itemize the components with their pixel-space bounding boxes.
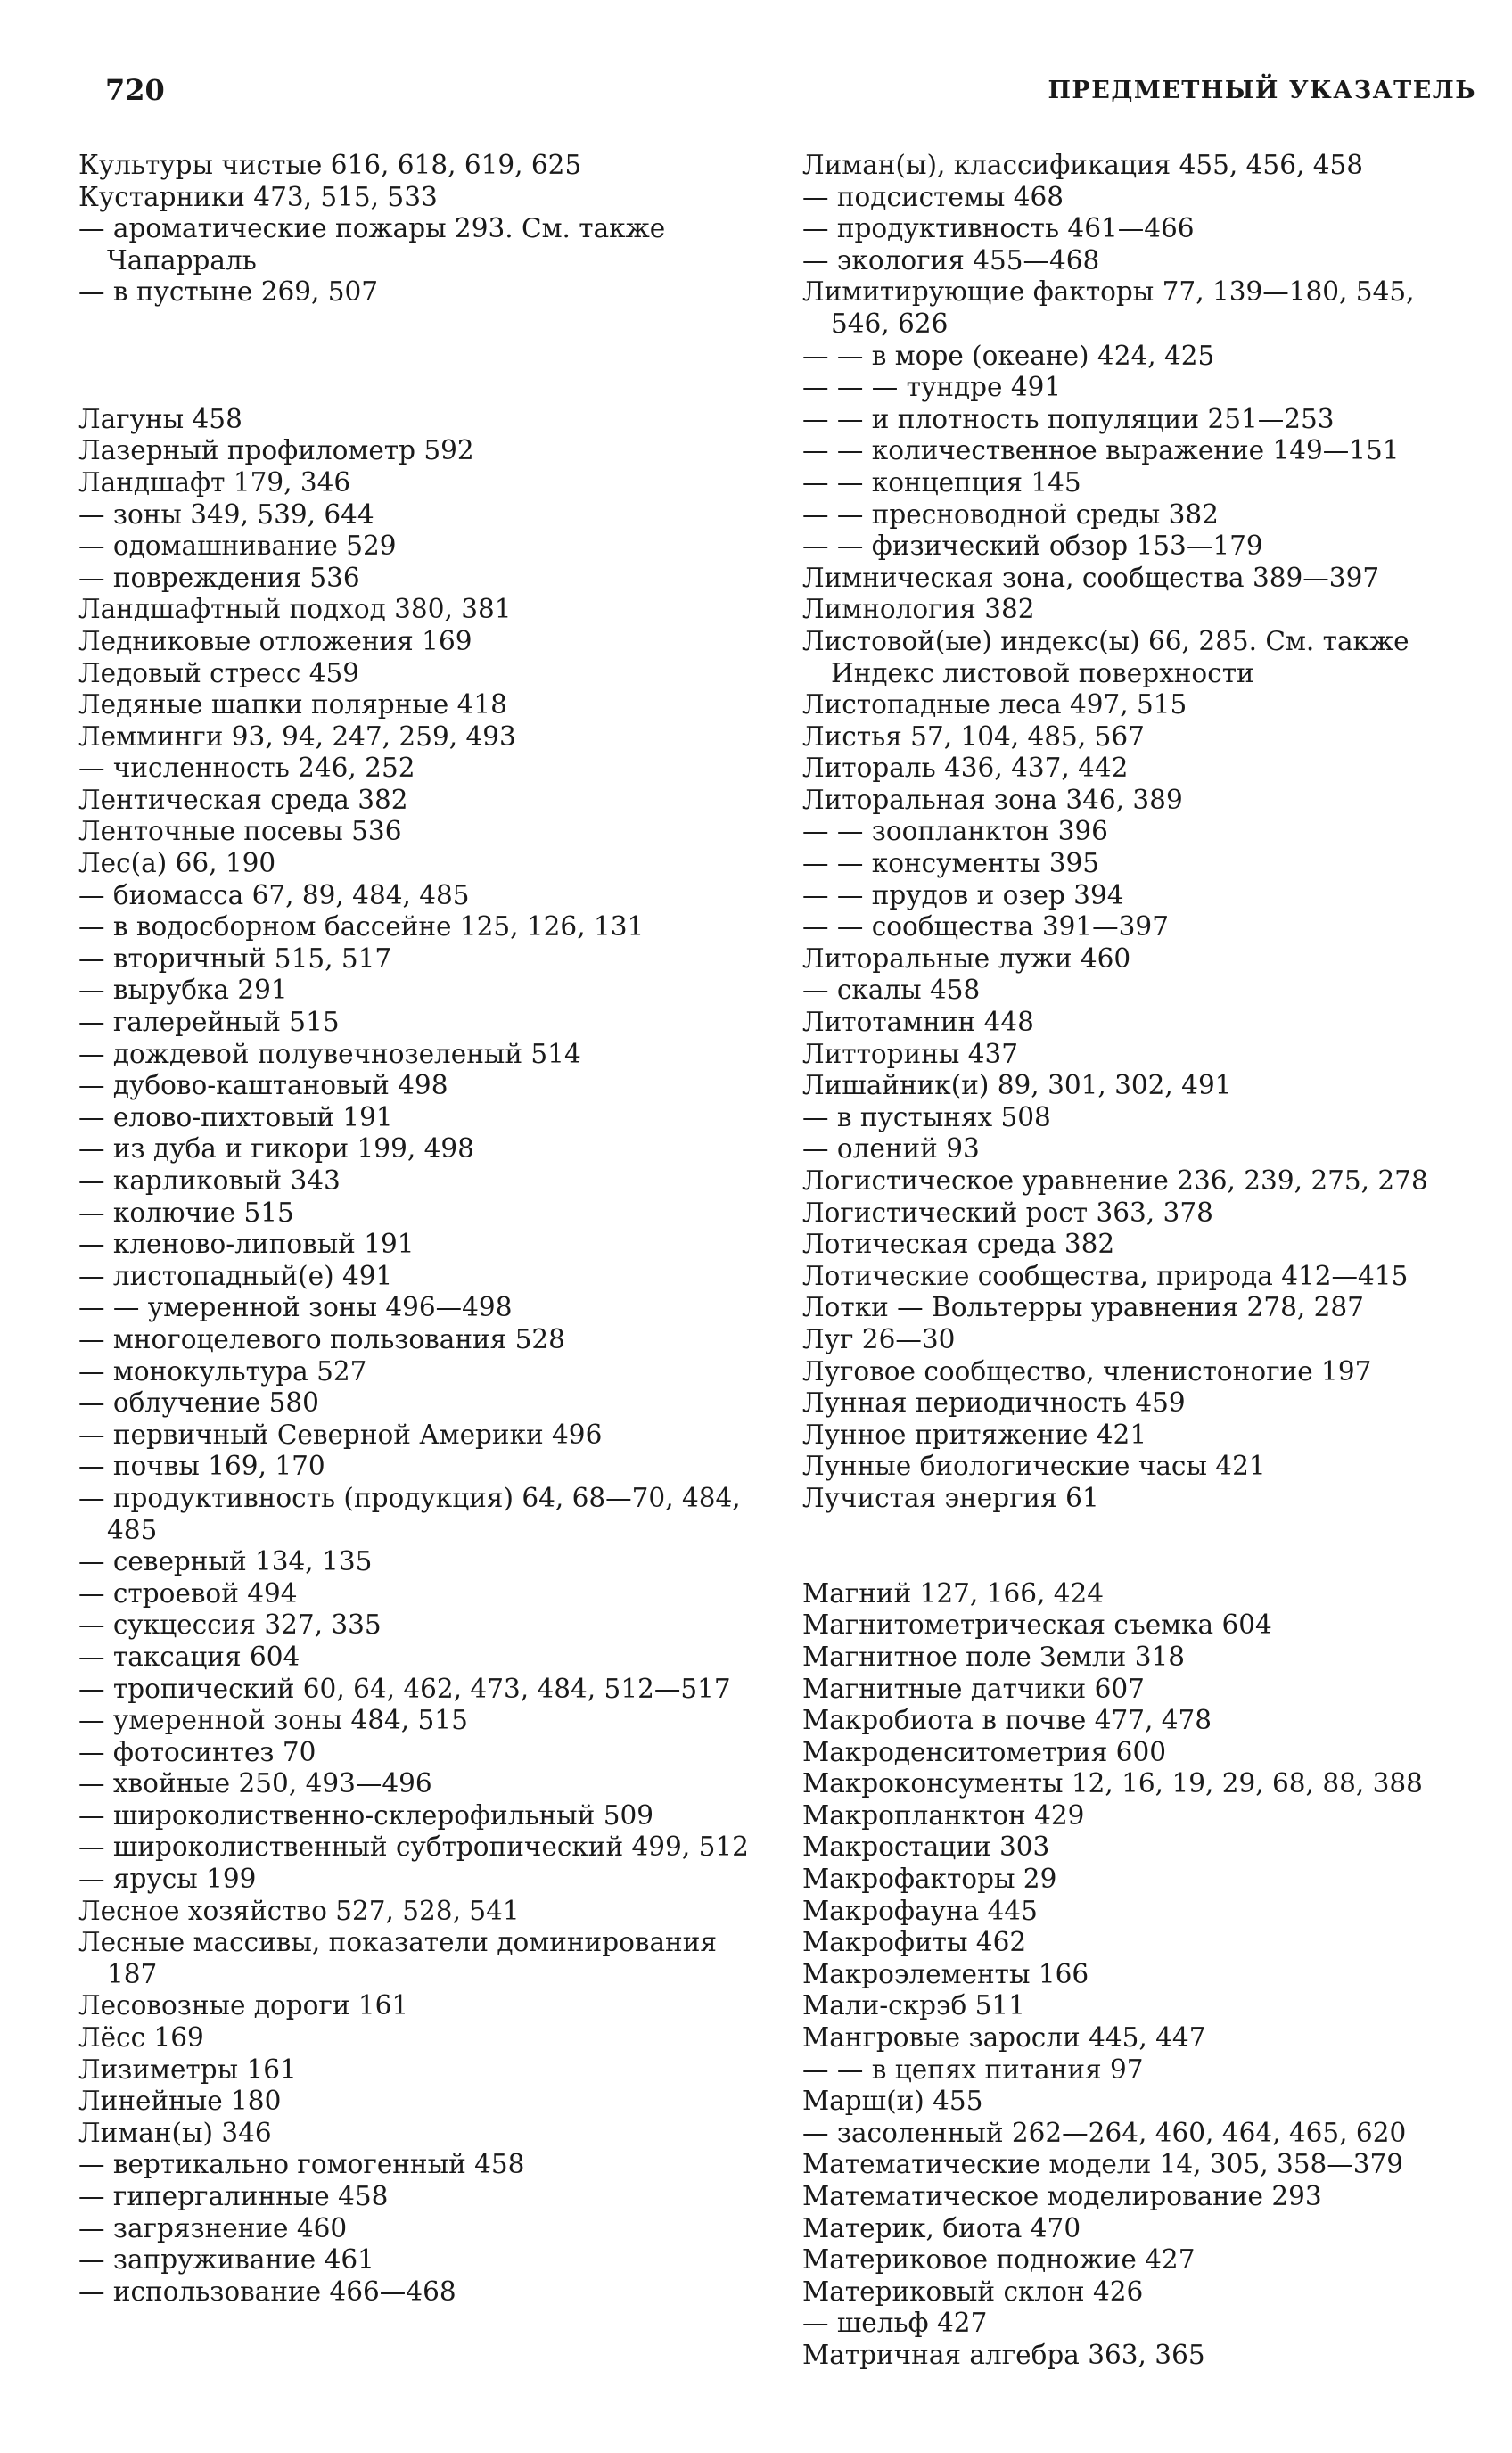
- index-entry: — — в море (океане) 424, 425: [802, 340, 1215, 371]
- index-entry: Линейные 180: [78, 2086, 282, 2117]
- index-entry: — биомасса 67, 89, 484, 485: [78, 879, 470, 910]
- index-entry: — вертикально гомогенный 458: [78, 2149, 525, 2180]
- section-gap: [802, 1515, 1480, 1578]
- index-entry: Лунная периодичность 459: [802, 1387, 1186, 1419]
- index-entry: — использование 466—468: [78, 2276, 456, 2307]
- index-entry: — листопадный(е) 491: [78, 1260, 393, 1291]
- index-entry: — в пустынях 508: [802, 1101, 1051, 1132]
- index-entry: — численность 246, 252: [78, 753, 415, 784]
- index-entry: Материковый склон 426: [802, 2276, 1144, 2307]
- index-entry: Математическое моделирование 293: [802, 2181, 1322, 2211]
- index-entry: — многоцелевого пользования 528: [78, 1323, 565, 1354]
- index-entry: — — концепция 145: [802, 466, 1081, 498]
- index-entry: — — и плотность популяции 251—253: [802, 403, 1335, 434]
- index-entry: — широколиственно-склерофильный 509: [78, 1799, 654, 1831]
- index-entry: — умеренной зоны 484, 515: [78, 1705, 468, 1736]
- index-entry: — олений 93: [802, 1133, 980, 1165]
- index-entry: Лучистая энергия 61: [802, 1482, 1099, 1513]
- index-entry: — — физический обзор 153—179: [802, 531, 1263, 562]
- index-entry: Лентическая среда 382: [78, 784, 408, 815]
- index-entry: Ледовый стресс 459: [78, 657, 360, 688]
- index-entry: — — количественное выражение 149—151: [802, 435, 1400, 466]
- index-entry: Макроконсументы 12, 16, 19, 29, 68, 88, 388: [802, 1768, 1423, 1799]
- index-entry: — широколиственный субтропический 499, 512: [78, 1832, 749, 1863]
- index-entry: Луг 26—30: [802, 1323, 956, 1354]
- index-entry: — первичный Северной Америки 496: [78, 1419, 603, 1450]
- index-entry: — экология 455—468: [802, 244, 1100, 276]
- index-entry: Макропланктон 429: [802, 1799, 1085, 1831]
- index-entry: Лунное притяжение 421: [802, 1419, 1147, 1450]
- index-entry: Магнитометрическая съемка 604: [802, 1609, 1272, 1641]
- index-entry: Логистический рост 363, 378: [802, 1197, 1213, 1228]
- index-entry: — монокультура 527: [78, 1355, 367, 1387]
- index-entry: — вторичный 515, 517: [78, 943, 392, 974]
- index-entry: Макроэлементы 166: [802, 1958, 1089, 1989]
- index-entry: — засоленный 262—264, 460, 464, 465, 620: [802, 2117, 1407, 2148]
- index-entry: Математические модели 14, 305, 358—379: [802, 2149, 1404, 2180]
- index-entry: — зоны 349, 539, 644: [78, 498, 374, 530]
- index-entry: — елово-пихтовый 191: [78, 1101, 393, 1132]
- index-entry: Ледниковые отложения 169: [78, 625, 472, 656]
- right-column: [802, 150, 1480, 2372]
- index-block-k: [78, 150, 774, 309]
- index-entry: Лизиметры 161: [78, 2054, 297, 2085]
- page-number: 720: [105, 73, 165, 107]
- index-entry: Лёсс 169: [78, 2022, 204, 2054]
- index-entry: Лимническая зона, сообщества 389—397: [802, 562, 1380, 593]
- index-entry: — ярусы 199: [78, 1864, 257, 1895]
- index-entry: Культуры чистые 616, 618, 619, 625: [78, 150, 582, 180]
- index-entry: Листья 57, 104, 485, 567: [802, 720, 1145, 752]
- index-entry: Материковое подножие 427: [802, 2244, 1196, 2276]
- section-gap: [78, 309, 774, 404]
- index-entry: Лиман(ы), классификация 455, 456, 458: [802, 150, 1364, 180]
- index-entry: Магний 127, 166, 424: [802, 1577, 1105, 1609]
- index-entry: Листовой(ые) индекс(ы) 66, 285. См. также Индекс листовой поверхности: [802, 625, 1418, 688]
- index-entry: Марш(и) 455: [802, 2086, 983, 2117]
- index-entry: — — консументы 395: [802, 848, 1100, 879]
- index-entry: — — сообщества 391—397: [802, 911, 1169, 943]
- index-entry: Лемминги 93, 94, 247, 259, 493: [78, 720, 516, 752]
- index-entry: Мали-скрэб 511: [802, 1990, 1025, 2021]
- index-entry: Лотическая среда 382: [802, 1229, 1115, 1260]
- index-entry: Лесное хозяйство 527, 528, 541: [78, 1895, 520, 1926]
- index-entry: Макробиота в почве 477, 478: [802, 1705, 1212, 1736]
- index-entry: Логистическое уравнение 236, 239, 275, 278: [802, 1165, 1428, 1196]
- index-entry: — колючие 515: [78, 1197, 294, 1228]
- index-entry: — гипергалинные 458: [78, 2181, 389, 2212]
- index-entry: Лимитирующие факторы 77, 139—180, 545, 546, 626: [802, 276, 1423, 339]
- index-entry: — галерейный 515: [78, 1007, 340, 1038]
- index-entry: Макрофауна 445: [802, 1895, 1038, 1926]
- index-entry: — подсистемы 468: [802, 181, 1064, 212]
- index-entry: — вырубка 291: [78, 975, 288, 1006]
- index-entry: Магнитные датчики 607: [802, 1673, 1145, 1704]
- index-entry: — в водосборном бассейне 125, 126, 131: [78, 911, 645, 943]
- page-header: [105, 73, 1476, 109]
- index-entry: — повреждения 536: [78, 562, 360, 593]
- index-entry: — — пресноводной среды 382: [802, 498, 1219, 530]
- index-entry: — из дуба и гикори 199, 498: [78, 1133, 474, 1165]
- index-entry: — продуктивность 461—466: [802, 213, 1195, 244]
- index-entry: — в пустыне 269, 507: [78, 276, 379, 308]
- index-entry: Лес(а) 66, 190: [78, 848, 276, 879]
- index-entry: — — в цепях питания 97: [802, 2054, 1144, 2085]
- index-entry: — запруживание 461: [78, 2244, 374, 2276]
- index-entry: Макростации 303: [802, 1832, 1050, 1863]
- index-entry: Лунные биологические часы 421: [802, 1451, 1266, 1482]
- index-entry: — кленово-липовый 191: [78, 1229, 415, 1260]
- index-entry: — — зоопланктон 396: [802, 816, 1108, 847]
- index-entry: Лазерный профилометр 592: [78, 435, 474, 466]
- index-entry: Литоральная зона 346, 389: [802, 784, 1183, 815]
- left-column: [78, 150, 774, 2308]
- index-entry: Ледяные шапки полярные 418: [78, 689, 507, 720]
- index-entry: — фотосинтез 70: [78, 1736, 316, 1767]
- index-entry: — дубово-каштановый 498: [78, 1070, 448, 1101]
- index-entry: Лотки — Вольтерры уравнения 278, 287: [802, 1292, 1364, 1323]
- index-entry: Лагуны 458: [78, 403, 242, 434]
- index-entry: Макрофиты 462: [802, 1927, 1027, 1958]
- index-entry: Ландшафтный подход 380, 381: [78, 594, 512, 625]
- index-entry: — загрязнение 460: [78, 2212, 348, 2243]
- index-entry: Луговое сообщество, членистоногие 197: [802, 1355, 1372, 1387]
- index-entry: — — — тундре 491: [802, 372, 1062, 403]
- index-entry: — таксация 604: [78, 1641, 300, 1672]
- index-entry: Магнитное поле Земли 318: [802, 1641, 1186, 1672]
- index-block-l: [78, 404, 774, 2309]
- running-title: ПРЕДМЕТНЫЙ УКАЗАТЕЛЬ: [1048, 77, 1476, 104]
- index-entry: — карликовый 343: [78, 1165, 341, 1197]
- index-entry: Лотические сообщества, природа 412—415: [802, 1260, 1409, 1291]
- index-block-l-continued: [802, 150, 1480, 1515]
- index-entry: — хвойные 250, 493—496: [78, 1768, 432, 1799]
- index-entry: — одомашнивание 529: [78, 531, 397, 562]
- index-entry: Ландшафт 179, 346: [78, 466, 351, 498]
- index-entry: Макрофакторы 29: [802, 1864, 1057, 1895]
- index-entry: — строевой 494: [78, 1577, 298, 1609]
- index-entry: Лесовозные дороги 161: [78, 1990, 409, 2021]
- index-entry: Лесные массивы, показатели доминирования 187: [78, 1927, 726, 1989]
- index-entry: Макроденситометрия 600: [802, 1736, 1166, 1767]
- index-entry: Литторины 437: [802, 1038, 1019, 1069]
- index-entry: — тропический 60, 64, 462, 473, 484, 512—517: [78, 1673, 731, 1704]
- index-entry: — северный 134, 135: [78, 1546, 373, 1577]
- index-entry: — скалы 458: [802, 975, 981, 1006]
- index-entry: Материк, биота 470: [802, 2212, 1081, 2243]
- index-entry: Кустарники 473, 515, 533: [78, 181, 438, 212]
- index-entry: Лимнология 382: [802, 594, 1035, 625]
- index-entry: — — прудов и озер 394: [802, 879, 1124, 910]
- index-entry: Лиман(ы) 346: [78, 2117, 272, 2148]
- index-entry: Ленточные посевы 536: [78, 816, 402, 847]
- index-block-m: [802, 1578, 1480, 2372]
- index-entry: Литотамнин 448: [802, 1007, 1034, 1038]
- index-entry: — продуктивность (продукция) 64, 68—70, 484, 485: [78, 1482, 750, 1545]
- index-entry: — почвы 169, 170: [78, 1451, 325, 1482]
- index-entry: — ароматические пожары 293. См. также Чапарраль: [78, 213, 674, 276]
- index-entry: — сукцессия 327, 335: [78, 1609, 382, 1641]
- index-entry: Литоральные лужи 460: [802, 943, 1131, 974]
- index-entry: — облучение 580: [78, 1387, 319, 1419]
- index-entry: — дождевой полувечнозеленый 514: [78, 1038, 581, 1069]
- index-entry: Листопадные леса 497, 515: [802, 689, 1187, 720]
- index-entry: Литораль 436, 437, 442: [802, 753, 1129, 784]
- index-entry: Лишайник(и) 89, 301, 302, 491: [802, 1070, 1232, 1101]
- index-entry: — шельф 427: [802, 2308, 988, 2339]
- index-entry: Матричная алгебра 363, 365: [802, 2339, 1205, 2370]
- index-entry: — — умеренной зоны 496—498: [78, 1292, 513, 1323]
- index-entry: Мангровые заросли 445, 447: [802, 2022, 1206, 2054]
